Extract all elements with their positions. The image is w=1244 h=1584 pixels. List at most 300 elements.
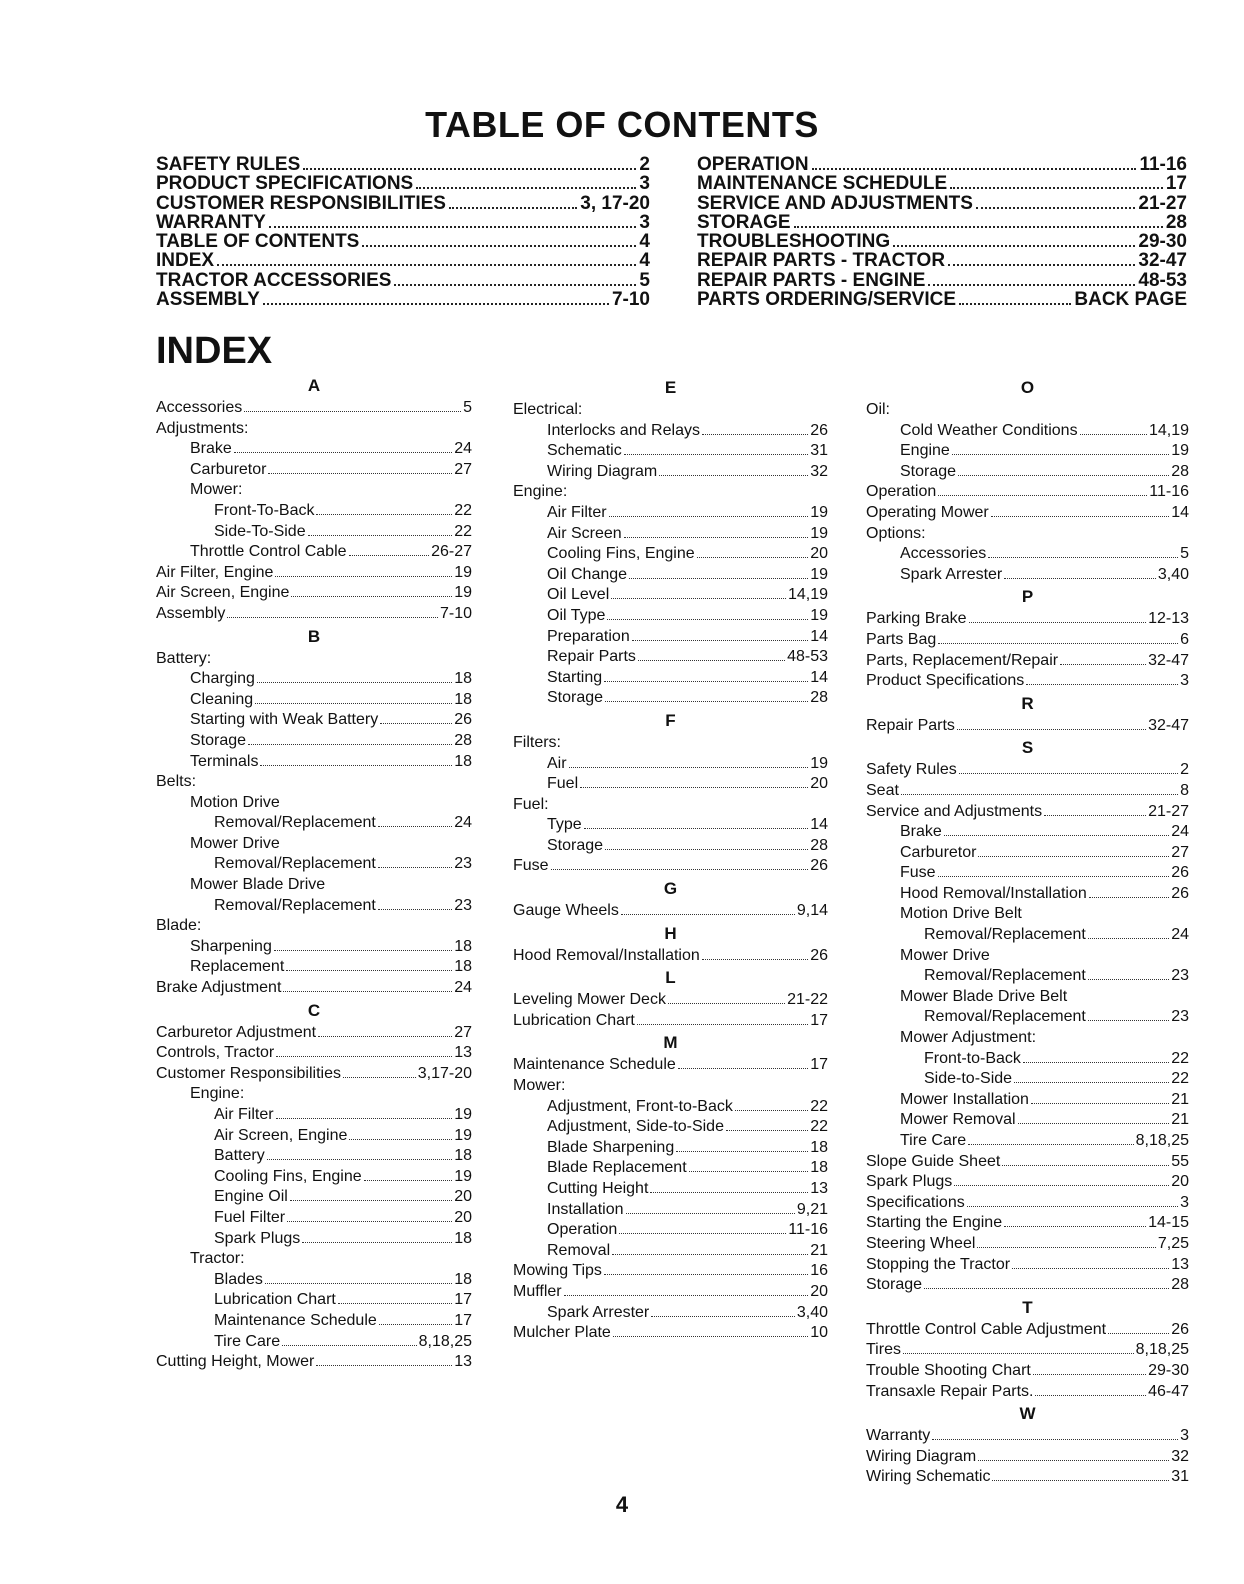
index-letter-heading: M	[663, 1033, 678, 1053]
index-entry-page: 24	[454, 440, 472, 458]
index-entry-label: Spark Arrester	[900, 565, 1003, 583]
index-entry-label: Maintenance Schedule	[513, 1056, 676, 1074]
index-entry[interactable]	[866, 1007, 1189, 1028]
dot-leader	[1002, 1165, 1169, 1166]
index-entry-label: Storage	[190, 731, 247, 749]
dot-leader	[978, 1460, 1169, 1461]
index-entry-page: 31	[1171, 1468, 1189, 1486]
index-subheading	[866, 904, 1189, 925]
dot-leader	[978, 856, 1169, 857]
index-entry-page: 23	[454, 896, 472, 914]
dot-leader	[689, 1171, 809, 1172]
toc-entry-page: 28	[1165, 211, 1187, 233]
index-entry[interactable]	[156, 1187, 472, 1208]
dot-leader	[290, 1200, 452, 1201]
index-entry[interactable]	[513, 606, 828, 627]
dot-leader	[619, 1233, 786, 1234]
index-entry[interactable]	[513, 585, 828, 606]
index-entry[interactable]	[513, 836, 828, 857]
index-entry[interactable]	[156, 1311, 472, 1332]
index-entry-label: Removal	[547, 1241, 611, 1259]
toc-entry[interactable]	[156, 213, 650, 232]
dot-leader	[380, 723, 452, 724]
index-entry-page: 18	[454, 690, 472, 708]
index-entry[interactable]	[866, 760, 1189, 781]
index-entry[interactable]	[866, 781, 1189, 802]
index-entry[interactable]	[513, 565, 828, 586]
toc-entry[interactable]	[697, 213, 1187, 232]
index-entry-page: 20	[810, 1282, 828, 1300]
dot-leader	[263, 303, 609, 305]
index-entry-label: Cleaning	[190, 690, 254, 708]
toc-entry[interactable]	[697, 251, 1187, 270]
index-entry[interactable]	[156, 1208, 472, 1229]
index-entry-label: Leveling Mower Deck	[513, 991, 666, 1009]
index-entry[interactable]	[866, 421, 1189, 442]
index-entry[interactable]	[866, 1131, 1189, 1152]
index-entry[interactable]	[513, 441, 828, 462]
index-entry[interactable]	[156, 1332, 472, 1353]
index-entry-page: 19	[810, 565, 828, 583]
index-entry-page: 26	[454, 711, 472, 729]
index-entry-label: Mower:	[190, 481, 243, 499]
index-entry[interactable]	[156, 1043, 472, 1064]
index-entry-page: 31	[810, 442, 828, 460]
index-entry[interactable]	[513, 1138, 828, 1159]
index-entry-label: Motion Drive	[190, 793, 280, 811]
index-entry-page: 32-47	[1148, 716, 1189, 734]
index-entry-label: Removal/Replacement	[924, 1008, 1086, 1026]
index-entry[interactable]	[866, 716, 1189, 737]
dot-leader	[629, 578, 808, 579]
index-entry[interactable]	[866, 1382, 1189, 1403]
index-entry-page: 18	[454, 752, 472, 770]
index-entry[interactable]	[156, 710, 472, 731]
toc-entry[interactable]	[697, 194, 1187, 213]
index-entry-label: Steering Wheel	[866, 1234, 976, 1252]
dot-leader	[726, 1130, 808, 1131]
index-subheading	[866, 400, 1189, 421]
index-entry-label: Air Filter, Engine	[156, 563, 274, 581]
toc-entry[interactable]	[156, 155, 650, 174]
toc-entry[interactable]	[697, 155, 1187, 174]
index-entry[interactable]	[156, 563, 472, 584]
index-entry[interactable]	[513, 815, 828, 836]
index-entry-label: Storage	[547, 836, 604, 854]
index-entry-page: 48-53	[787, 648, 828, 666]
index-entry-page: 32	[1171, 1447, 1189, 1465]
index-entry[interactable]	[866, 1275, 1189, 1296]
index-entry[interactable]	[513, 1220, 828, 1241]
index-entry-page: 7,25	[1157, 1234, 1189, 1252]
index-entry-page: 19	[810, 503, 828, 521]
dot-leader	[378, 909, 452, 910]
index-entry-page: 14-15	[1148, 1214, 1189, 1232]
toc-entry-label: TABLE OF CONTENTS	[156, 231, 360, 253]
dot-leader	[928, 284, 1135, 286]
index-entry-page: 28	[454, 731, 472, 749]
index-entry-label: Brake	[190, 440, 232, 458]
index-entry[interactable]	[866, 482, 1189, 503]
index-entry-label: Adjustment, Front-to-Back	[547, 1097, 733, 1115]
index-entry-page: 24	[1171, 823, 1189, 841]
toc-entry[interactable]	[156, 290, 650, 309]
index-entry-page: 24	[454, 979, 472, 997]
index-entry[interactable]	[866, 966, 1189, 987]
index-entry[interactable]	[156, 1290, 472, 1311]
toc-entry[interactable]	[697, 290, 1187, 309]
index-entry[interactable]	[156, 1023, 472, 1044]
index-entry-page: 24	[454, 814, 472, 832]
dot-leader	[678, 1068, 808, 1069]
index-entry-label: Mulcher Plate	[513, 1324, 611, 1342]
index-entry-page: 3	[1180, 672, 1189, 690]
index-entry-label: Tires	[866, 1341, 901, 1359]
index-entry[interactable]	[156, 813, 472, 834]
index-entry[interactable]	[513, 668, 828, 689]
index-entry-label: Mower Adjustment:	[900, 1029, 1037, 1047]
index-letter-heading: H	[664, 923, 677, 943]
index-entry[interactable]	[866, 1320, 1189, 1341]
index-entry-page: 26-27	[431, 543, 472, 561]
dot-leader	[968, 1144, 1134, 1145]
dot-leader	[291, 596, 452, 597]
toc-entry-page: 11-16	[1139, 154, 1187, 175]
toc-entry-page: 5	[639, 269, 650, 291]
index-entry[interactable]	[156, 937, 472, 958]
index-entry-label: Safety Rules	[866, 761, 957, 779]
toc-entry-label: TROUBLESHOOTING	[697, 231, 891, 253]
index-entry[interactable]	[513, 1117, 828, 1138]
index-entry[interactable]	[866, 544, 1189, 565]
index-entry-page: 11-16	[1149, 483, 1189, 501]
index-subheading	[156, 834, 472, 855]
dot-leader	[1060, 664, 1146, 665]
index-entry[interactable]	[156, 1229, 472, 1250]
dot-leader	[604, 1274, 808, 1275]
index-entry-label: Customer Responsibilities	[156, 1064, 341, 1082]
index-entry-label: Slope Guide Sheet	[866, 1152, 1001, 1170]
index-entry-label: Operation	[547, 1221, 618, 1239]
dot-leader	[449, 207, 577, 209]
toc-entry[interactable]	[697, 232, 1187, 251]
index-entry[interactable]	[866, 565, 1189, 586]
index-entry-label: Tire Care	[900, 1132, 967, 1149]
dot-leader	[605, 701, 808, 702]
index-entry[interactable]	[866, 1447, 1189, 1468]
index-entry-label: Wiring Diagram	[866, 1447, 977, 1465]
index-entry-label: Removal/Replacement	[924, 967, 1086, 985]
index-entry[interactable]	[156, 583, 472, 604]
index-entry[interactable]	[513, 1158, 828, 1179]
index-subheading	[513, 400, 828, 421]
index-entry[interactable]	[513, 1011, 828, 1032]
toc-entry-page: BACK PAGE	[1074, 289, 1187, 311]
index-entry-label: Engine:	[513, 483, 568, 501]
index-entry-page: 22	[454, 501, 472, 519]
index-entry[interactable]	[513, 990, 828, 1011]
index-entry[interactable]	[513, 856, 828, 877]
index-entry-label: Cutting Height, Mower	[156, 1353, 315, 1371]
index-entry[interactable]	[513, 1097, 828, 1118]
index-entry[interactable]	[866, 1361, 1189, 1382]
index-entry-label: Fuel:	[513, 795, 549, 813]
index-entry[interactable]	[866, 843, 1189, 864]
toc-entry-page: 21-27	[1138, 192, 1187, 214]
index-letter-heading: G	[663, 879, 678, 899]
index-entry-label: Mower Removal	[900, 1111, 1016, 1129]
index-entry-label: Parking Brake	[866, 610, 967, 628]
index-entry[interactable]	[866, 1172, 1189, 1193]
index-entry[interactable]	[156, 542, 472, 563]
index-entry[interactable]	[866, 1110, 1189, 1131]
index-entry[interactable]	[156, 604, 472, 625]
index-entry[interactable]	[513, 627, 828, 648]
index-entry[interactable]	[513, 1261, 828, 1282]
index-entry-label: Cooling Fins, Engine	[214, 1167, 362, 1185]
index-entry-page: 2	[1180, 761, 1189, 779]
index-entry-page: 19	[810, 754, 828, 772]
index-entry[interactable]	[866, 651, 1189, 672]
index-subheading	[156, 1249, 472, 1270]
toc-entry[interactable]	[156, 251, 650, 270]
index-entry-page: 28	[810, 689, 828, 707]
index-entry-page: 14	[810, 668, 828, 686]
index-entry[interactable]	[866, 462, 1189, 483]
index-entry[interactable]	[156, 752, 472, 773]
index-entry-page: 18	[454, 670, 472, 688]
index-entry-page: 20	[810, 775, 828, 793]
index-entry[interactable]	[156, 460, 472, 481]
index-subheading	[156, 875, 472, 896]
index-entry[interactable]	[156, 501, 472, 522]
index-letter-heading: O	[1020, 378, 1035, 397]
dot-leader	[697, 557, 809, 558]
dot-leader	[416, 187, 636, 189]
index-entry[interactable]	[513, 1323, 828, 1344]
dot-leader	[244, 411, 461, 412]
index-entry[interactable]	[156, 1270, 472, 1291]
index-subheading	[156, 419, 472, 440]
index-entry-page: 16	[810, 1262, 828, 1280]
index-entry[interactable]	[866, 1234, 1189, 1255]
index-entry-label: Air Screen, Engine	[214, 1126, 348, 1144]
dot-leader	[260, 765, 452, 766]
dot-leader	[1088, 1020, 1169, 1021]
index-entry[interactable]	[156, 1064, 472, 1085]
index-entry-label: Seat	[866, 781, 899, 799]
index-entry-page: 19	[454, 563, 472, 581]
index-entry-page: 27	[1171, 843, 1189, 861]
dot-leader	[637, 1024, 808, 1025]
index-entry[interactable]	[866, 1467, 1189, 1488]
dot-leader	[992, 1480, 1169, 1481]
index-entry-label: Air Filter	[547, 503, 607, 521]
index-entry[interactable]	[156, 1167, 472, 1188]
index-entry[interactable]	[866, 1255, 1189, 1276]
index-entry-label: Hood Removal/Installation	[513, 946, 700, 964]
index-entry-page: 32-47	[1148, 651, 1189, 669]
index-entry-label: Mower Blade Drive Belt	[900, 987, 1068, 1005]
index-entry[interactable]	[866, 671, 1189, 692]
index-entry-label: Engine Oil	[214, 1188, 288, 1206]
index-entry[interactable]	[866, 1213, 1189, 1234]
dot-leader	[958, 475, 1169, 476]
index-entry-label: Oil Level	[547, 586, 610, 604]
index-entry[interactable]	[866, 884, 1189, 905]
index-entry-page: 21	[810, 1241, 828, 1259]
dot-leader	[605, 849, 808, 850]
index-entry[interactable]	[513, 946, 828, 967]
toc-entry-label: REPAIR PARTS - ENGINE	[697, 269, 926, 291]
index-entry[interactable]	[513, 503, 828, 524]
dot-leader	[283, 991, 452, 992]
index-entry-page: 21-27	[1148, 802, 1189, 820]
index-letter-heading: B	[307, 626, 321, 646]
index-entry[interactable]	[156, 439, 472, 460]
index-entry[interactable]	[156, 978, 472, 999]
index-entry[interactable]	[866, 630, 1189, 651]
index-entry[interactable]	[866, 441, 1189, 462]
index-entry[interactable]	[866, 1069, 1189, 1090]
toc-entry-label: SAFETY RULES	[156, 154, 301, 175]
dot-leader	[976, 207, 1136, 209]
dot-leader	[379, 1324, 452, 1325]
index-letter-heading: T	[1022, 1297, 1033, 1317]
index-entry[interactable]	[513, 774, 828, 795]
index-entry[interactable]	[513, 901, 828, 922]
index-entry-label: Stopping the Tractor	[866, 1255, 1011, 1273]
dot-leader	[624, 537, 809, 538]
index-entry-page: 3,40	[1157, 565, 1189, 583]
toc-entry[interactable]	[697, 174, 1187, 193]
index-entry[interactable]	[866, 802, 1189, 823]
index-entry-label: Wiring Diagram	[547, 462, 658, 480]
index-entry-page: 8,18,25	[1135, 1132, 1189, 1149]
dot-leader	[275, 576, 452, 577]
index-entry[interactable]	[513, 524, 828, 545]
dot-leader	[607, 619, 808, 620]
index-entry[interactable]	[513, 1055, 828, 1076]
dot-leader	[901, 794, 1178, 795]
index-entry[interactable]	[156, 896, 472, 917]
toc-entry[interactable]	[156, 194, 650, 213]
index-entry-page: 20	[1171, 1173, 1189, 1191]
dot-leader	[286, 970, 452, 971]
index-entry[interactable]	[156, 1126, 472, 1147]
index-entry[interactable]	[156, 1146, 472, 1167]
index-entry[interactable]	[156, 957, 472, 978]
index-entry[interactable]	[866, 503, 1189, 524]
index-entry[interactable]	[156, 522, 472, 543]
index-entry[interactable]	[156, 669, 472, 690]
dot-leader	[282, 1345, 417, 1346]
index-entry[interactable]	[866, 1090, 1189, 1111]
index-entry[interactable]	[866, 1340, 1189, 1361]
index-entry-page: 11-16	[788, 1221, 828, 1239]
index-entry[interactable]	[866, 609, 1189, 630]
index-entry[interactable]	[866, 925, 1189, 946]
index-entry-label: Parts Bag	[866, 630, 937, 648]
index-entry-label: Removal/Replacement	[214, 896, 376, 914]
index-entry-page: 20	[810, 545, 828, 563]
index-column-3	[866, 376, 1189, 1488]
dot-leader	[735, 1110, 808, 1111]
dot-leader	[276, 1056, 452, 1057]
dot-leader	[302, 1242, 452, 1243]
index-entry[interactable]	[866, 822, 1189, 843]
index-entry-label: Electrical:	[513, 401, 583, 418]
index-entry[interactable]	[156, 854, 472, 875]
index-entry[interactable]	[866, 1426, 1189, 1447]
toc-entry-page: 4	[639, 231, 650, 253]
index-entry-label: Air Screen	[547, 524, 622, 542]
index-entry[interactable]	[156, 1352, 472, 1373]
dot-leader	[267, 1159, 453, 1160]
index-entry[interactable]	[866, 1049, 1189, 1070]
index-entry-label: Brake Adjustment	[156, 979, 282, 997]
toc-entry[interactable]	[156, 232, 650, 251]
index-entry-label: Mower Drive	[190, 834, 280, 852]
index-entry[interactable]	[513, 1241, 828, 1262]
index-entry[interactable]	[513, 1200, 828, 1221]
index-entry-label: Parts, Replacement/Repair	[866, 651, 1059, 669]
index-entry[interactable]	[513, 462, 828, 483]
index-entry-page: 26	[810, 946, 828, 964]
dot-leader	[584, 828, 809, 829]
index-entry[interactable]	[513, 544, 828, 565]
index-entry[interactable]	[156, 398, 472, 419]
toc-entry[interactable]	[697, 271, 1187, 290]
index-letter-heading: E	[664, 378, 677, 397]
index-entry-label: Throttle Control Cable	[190, 543, 347, 561]
index-entry-label: Wiring Schematic	[866, 1468, 991, 1486]
index-subheading	[156, 480, 472, 501]
index-entry-page: 26	[1171, 1320, 1189, 1338]
index-title: INDEX	[156, 330, 273, 372]
index-entry[interactable]	[866, 1193, 1189, 1214]
dot-leader	[551, 869, 809, 870]
index-entry[interactable]	[156, 1105, 472, 1126]
index-entry[interactable]	[156, 690, 472, 711]
index-entry[interactable]	[513, 647, 828, 668]
index-entry-label: Spark Arrester	[547, 1303, 650, 1321]
dot-leader	[580, 787, 808, 788]
toc-entry[interactable]	[156, 271, 650, 290]
index-entry[interactable]	[513, 754, 828, 775]
index-entry-page: 18	[810, 1159, 828, 1177]
index-entry[interactable]	[156, 731, 472, 752]
dot-leader	[276, 1118, 453, 1119]
index-entry[interactable]	[513, 1303, 828, 1324]
index-entry-page: 21	[1171, 1090, 1189, 1108]
dot-leader	[944, 835, 1169, 836]
index-entry[interactable]	[513, 1179, 828, 1200]
toc-entry[interactable]	[156, 174, 650, 193]
index-entry[interactable]	[866, 1152, 1189, 1173]
toc-entry-label: ASSEMBLY	[156, 289, 260, 311]
index-entry[interactable]	[513, 1282, 828, 1303]
dot-leader	[812, 168, 1137, 170]
index-entry[interactable]	[513, 688, 828, 709]
index-entry-page: 19	[810, 524, 828, 542]
index-entry[interactable]	[866, 863, 1189, 884]
toc-entry-label: REPAIR PARTS - TRACTOR	[697, 250, 946, 272]
index-entry[interactable]	[513, 421, 828, 442]
index-entry-page: 46-47	[1148, 1382, 1189, 1400]
toc-entry-label: SERVICE AND ADJUSTMENTS	[697, 192, 973, 214]
index-entry-label: Storage	[547, 689, 604, 707]
